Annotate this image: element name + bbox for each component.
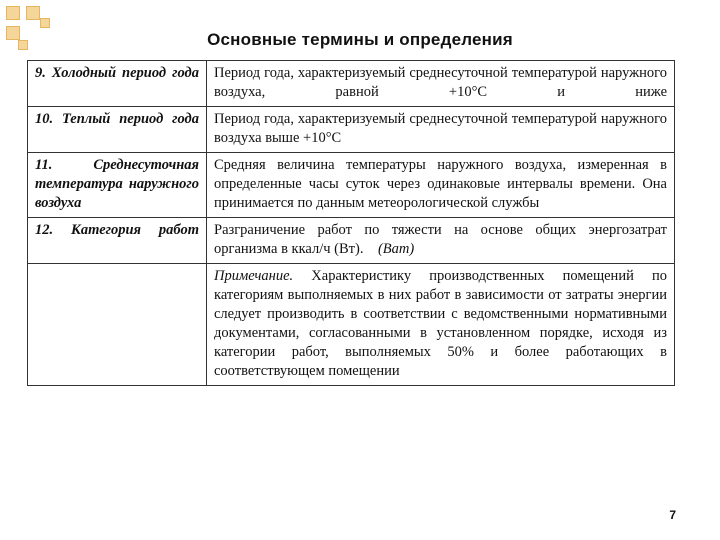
definition-main: Разграничение работ по тяжести на основе общих энергозатрат организма в ккал/ч (Вт). xyxy=(214,222,667,257)
table-row xyxy=(28,61,675,107)
definition-unit: (Ват) xyxy=(377,241,415,257)
terms-table xyxy=(27,60,675,386)
table-row xyxy=(28,107,675,153)
definition-cell: Период года, характеризуемый среднесуточной температурой наружного воздуха выше +10°С xyxy=(207,107,675,153)
table-row xyxy=(28,218,675,264)
note-cell xyxy=(207,264,675,386)
term-cell: 10. Теплый период года xyxy=(28,107,207,153)
table-row-note xyxy=(28,264,675,386)
definition-cell: Средняя величина температуры наружного воздуха, измеренная в определенные часы суток через одинаковые интервалы времени. Она принимается по данным метеорологической службы xyxy=(207,153,675,218)
page-title: Основные термины и определения xyxy=(207,30,513,49)
decor-square xyxy=(6,6,20,20)
decor-square xyxy=(26,6,40,20)
empty-term-cell xyxy=(28,264,207,386)
table-row xyxy=(28,153,675,218)
term-cell: 9. Холодный период года xyxy=(28,61,207,107)
decor-square xyxy=(40,18,50,28)
definition-cell xyxy=(207,218,675,264)
note-label: Примечание. xyxy=(214,268,294,284)
page-number: 7 xyxy=(669,508,676,522)
definition-cell: Период года, характеризуемый среднесуточной температурой наружного воздуха, равной +10°С и ниже xyxy=(207,61,675,107)
note-text: Характеристику производственных помещений по категориям выполняемых в них работ в зависимости от затраты энергии следует производить в соответствии с ведомственными нормативными документами, согласованными в установленном порядке, исходя из категории работ, выполняемых 50% и более работающих в соответствующем помещении xyxy=(214,268,667,379)
term-cell: 12. Категория работ xyxy=(28,218,207,264)
term-cell: 11. Среднесуточная температура наружного воздуха xyxy=(28,153,207,218)
